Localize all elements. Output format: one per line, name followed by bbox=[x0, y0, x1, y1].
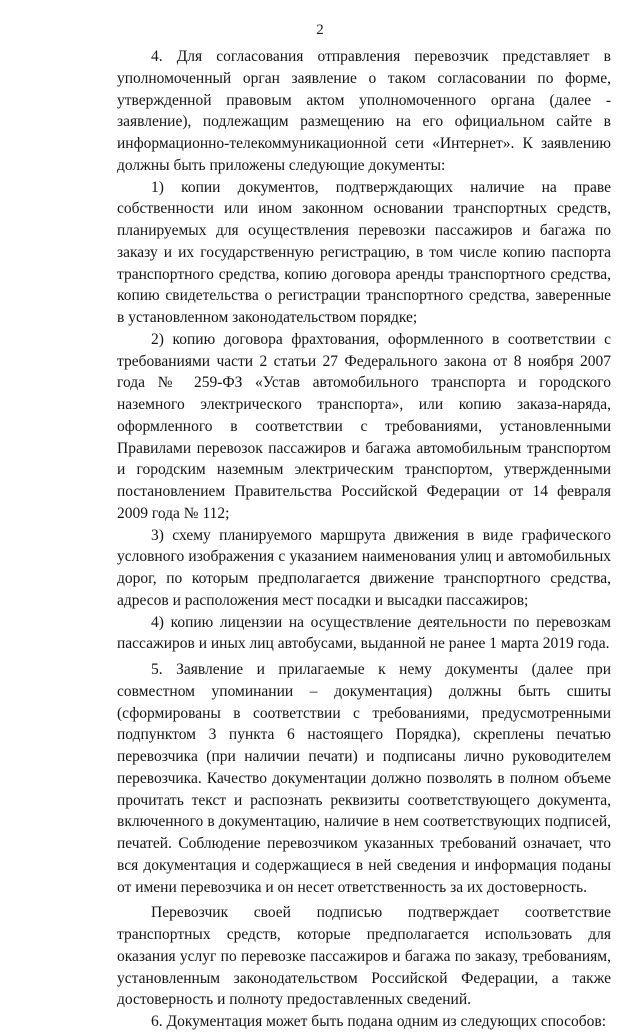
paragraph-subitem-2: 2) копию договора фрахтования, оформленного в соответствии с требованиями части 2 статьи 27 Федерального закона от 8 ноября 2007 года № 259-ФЗ «Устав автомобильного транспорта и городского наземного электрического транспорта», или копию заказа-наряда, оформленного в соответствии с требованиями, установленными Правилами перевозок пассажиров и багажа автомобильным транспортом и городским наземным электрическим транспортом, утвержденными постановлением Правительства Российской Федерации от 14 февраля 2009 года № 112; bbox=[117, 330, 611, 522]
paragraph-subitem-1: 1) копии документов, подтверждающих наличие на праве собственности или ином законном основании транспортных средств, планируемых для осуществления перевозки пассажиров и багажа по заказу и их государственную регистрацию, в том числе копию паспорта транспортного средства, копию договора аренды транспортного средства, копию свидетельства о регистрации транспортного средства, заверенные в установленном законодательством порядке; bbox=[117, 178, 611, 326]
page-number: 2 bbox=[316, 22, 324, 38]
document-body bbox=[117, 46, 611, 1033]
paragraph-subitem-3: 3) схему планируемого маршрута движения в виде графического условного изображения с указанием наименования улиц и автомобильных дорог, по которым предполагается движение транспортного средства, адресов и расположения мест посадки и высадки пассажиров; bbox=[117, 526, 611, 609]
paragraph-item-5: 5. Заявление и прилагаемые к нему документы (далее при совместном упоминании – документация) должны быть сшиты (сформированы в соответствии с требованиями, предусмотренными подпунктом 3 пункта 6 настоящего Порядка), скреплены печатью перевозчика (при наличии печати) и подписаны лично руководителем перевозчика. Качество документации должно позволять в полном объеме прочитать текст и распознать реквизиты соответствующего документа, включенного в документацию, наличие в нем соответствующих подписей, печатей. Соблюдение перевозчиком указанных требований означает, что вся документация и содержащиеся в ней сведения и информация поданы от имени перевозчика и он несет ответственность за их достоверность. bbox=[117, 661, 611, 896]
paragraph-carrier-signature: Перевозчик своей подписью подтверждает соответствие транспортных средств, которые предполагается использовать для оказания услуг по перевозке пассажиров и багажа по заказу, требованиям, установленным законодательством Российской Федерации, а также достоверность и полноту предоставленных сведений. bbox=[117, 904, 611, 1009]
paragraph-item-4: 4. Для согласования отправления перевозчик представляет в уполномоченный орган заявление о таком согласовании по форме, утвержденной правовым актом уполномоченного органа (далее - заявление), подлежащим размещению на его официальном сайте в информационно-телекоммуникационной сети «Интернет». К заявлению должны быть приложены следующие документы: bbox=[117, 48, 611, 174]
paragraph-subitem-4: 4) копию лицензии на осуществление деятельности по перевозкам пассажиров и иных лиц автобусами, выданной не ранее 1 марта 2019 года. bbox=[117, 613, 611, 653]
paragraph-item-6: 6. Документация может быть подана одним из следующих способов: bbox=[151, 1013, 607, 1030]
